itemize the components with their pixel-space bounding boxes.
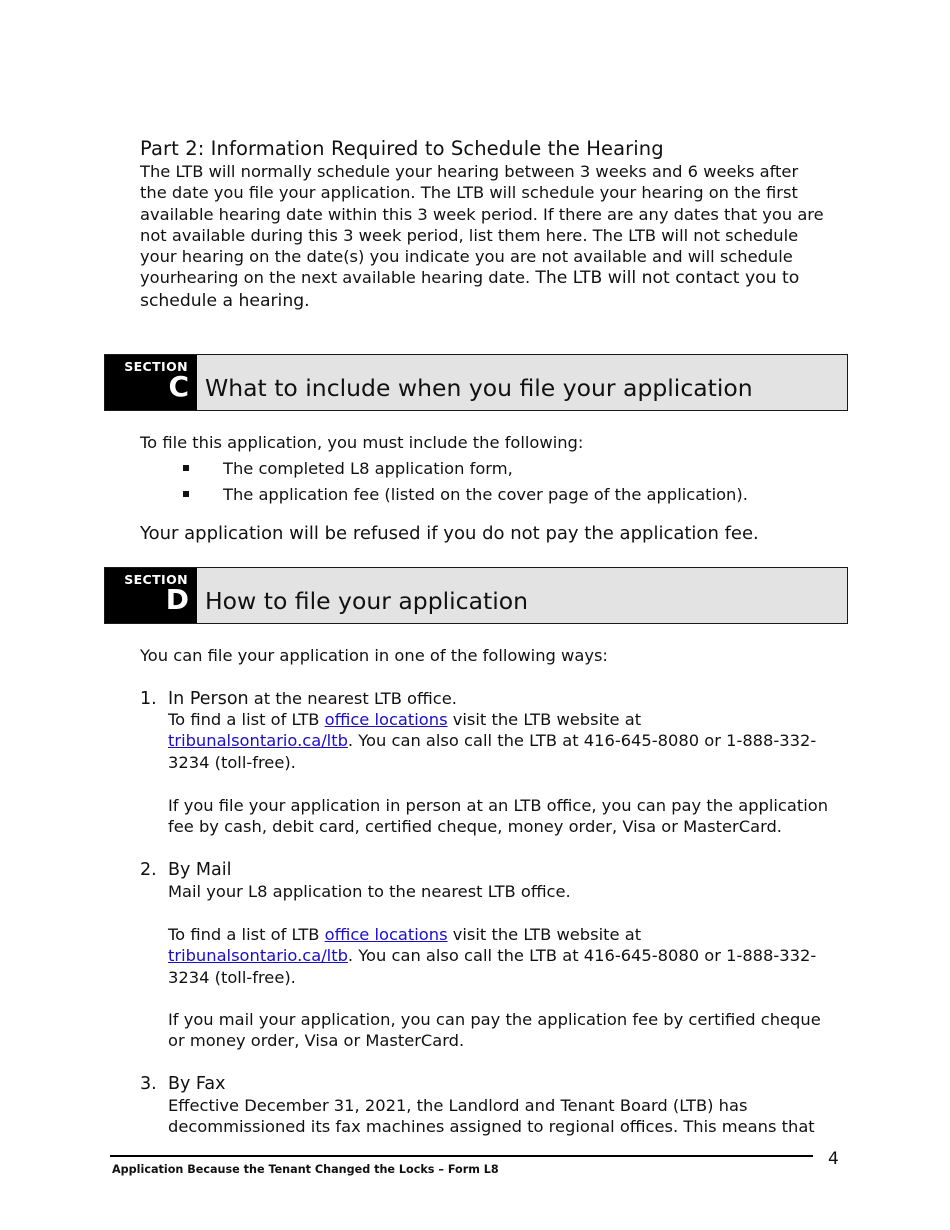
tribunals-ontario-link[interactable]: tribunalsontario.ca/ltb — [168, 731, 348, 751]
item-2-find-prefix: To find a list of LTB — [168, 925, 325, 944]
section-d-intro: You can file your application in one of the following ways: — [140, 646, 608, 665]
item-2-heading: By Mail — [168, 860, 232, 880]
part2-body-tail: The LTB will not contact you to schedule a hearing. — [140, 268, 800, 311]
footer-form-title: Application Because the Tenant Changed the Locks – Form L8 — [112, 1163, 499, 1176]
section-c-label-box — [105, 355, 197, 410]
item-2-find-middle: visit the LTB website at — [447, 925, 642, 944]
item-1-find-prefix: To find a list of LTB — [168, 710, 325, 729]
page-number: 4 — [828, 1149, 839, 1169]
section-c-intro: To file this application, you must include the following: — [140, 433, 584, 452]
part2-heading: Part 2: Information Required to Schedule the Hearing — [140, 137, 664, 160]
footer-divider — [110, 1155, 813, 1157]
item-1-find-suffix: . You can also call the LTB at 416-645-8080 or 1-888-332-3234 (toll-free). — [168, 731, 817, 772]
bullet-square-icon — [183, 465, 189, 471]
item-2-find-suffix: . You can also call the LTB at 416-645-8080 or 1-888-332-3234 (toll-free). — [168, 946, 817, 987]
office-locations-link[interactable]: office locations — [324, 925, 448, 944]
item-1-find-middle: visit the LTB website at — [447, 710, 642, 729]
item-2-body: Mail your L8 application to the nearest LTB office. — [168, 882, 571, 901]
item-1-pay-paragraph: If you file your application in person at an LTB office, you can pay the application fee by cash, debit card, certified cheque, money order, Visa or MasterCard. — [168, 796, 829, 837]
section-d-label: SECTION — [124, 572, 188, 587]
item-1-heading-label: In Person — [168, 689, 249, 709]
section-c-letter: C — [168, 370, 189, 403]
item-2-find-paragraph — [168, 924, 836, 988]
item-3-heading: By Fax — [168, 1074, 226, 1094]
section-c-header — [104, 354, 848, 411]
section-c-label: SECTION — [124, 359, 188, 374]
section-c-note: Your application will be refused if you do not pay the application fee. — [140, 523, 759, 544]
item-3-body: Effective December 31, 2021, the Landlord and Tenant Board (LTB) has decommissioned its fax machines assigned to regional offices. This means that — [168, 1096, 815, 1137]
item-1-heading — [168, 688, 457, 710]
section-d-letter: D — [165, 583, 189, 616]
section-d-title: How to file your application — [205, 587, 528, 615]
section-c-bullet-2: The application fee (listed on the cover page of the application). — [223, 485, 748, 504]
item-2-number: 2. — [140, 860, 157, 880]
item-1-heading-suffix: at the nearest LTB office. — [248, 689, 457, 708]
part2-paragraph — [140, 161, 830, 312]
section-d-header — [104, 567, 848, 624]
section-c-bullet-1: The completed L8 application form, — [223, 459, 513, 478]
item-1-find-paragraph — [168, 709, 836, 773]
part2-body-text: The LTB will normally schedule your hearing between 3 weeks and 6 weeks after the date you file your application. The LTB will schedule your hearing on the first available hearing date within this 3 week period. If there are any dates that you are not available during this 3 week period, list them here. The LTB will not schedule your hearing on the date(s) you indicate you are not available and will schedule yourhearing on the next available hearing date. — [140, 162, 824, 288]
item-3-number: 3. — [140, 1074, 157, 1094]
office-locations-link[interactable]: office locations — [324, 710, 448, 729]
item-2-pay-paragraph: If you mail your application, you can pay the application fee by certified cheque or money order, Visa or MasterCard. — [168, 1010, 821, 1051]
section-c-title: What to include when you file your application — [205, 374, 753, 402]
bullet-square-icon — [183, 491, 189, 497]
item-1-number: 1. — [140, 689, 157, 709]
tribunals-ontario-link[interactable]: tribunalsontario.ca/ltb — [168, 946, 348, 966]
section-d-label-box — [105, 568, 197, 623]
